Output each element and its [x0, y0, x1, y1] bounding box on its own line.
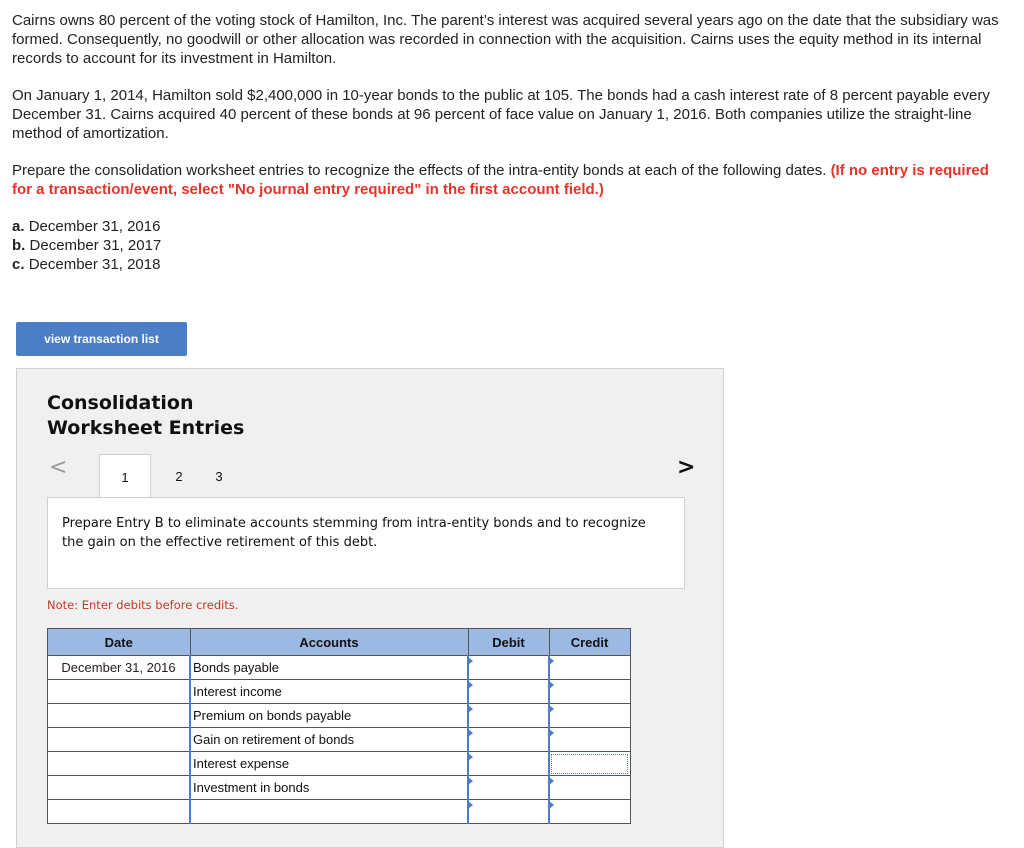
account-value: Investment in bonds	[193, 780, 310, 795]
table-row	[48, 800, 631, 824]
date-cell	[48, 728, 191, 752]
problem-paragraph-3	[12, 161, 1012, 199]
debit-input[interactable]	[468, 728, 549, 752]
column-header-credit: Credit	[549, 629, 630, 656]
dropdown-arrow-icon	[549, 801, 554, 809]
problem-paragraph-1: Cairns owns 80 percent of the voting stock of Hamilton, Inc. The parent’s interest was acquired several years ago on the date that the subsidiary was formed. Consequently, no goodwill or other allocation was recorded in connection with the acquisition. Cairns uses the equity method in its internal records to account for its investment in Hamilton.	[12, 12, 999, 67]
part-letter: b.	[12, 237, 26, 254]
debit-input[interactable]	[468, 752, 549, 776]
chevron-left-icon[interactable]: <	[49, 455, 68, 480]
panel-title-line-2: Worksheet Entries	[47, 417, 245, 439]
account-select[interactable]	[190, 752, 468, 776]
date-cell	[48, 800, 191, 824]
debit-input[interactable]	[468, 704, 549, 728]
date-cell	[48, 680, 191, 704]
date-cell	[48, 776, 191, 800]
column-header-date: Date	[48, 629, 191, 656]
problem-statement	[12, 11, 1012, 274]
credit-input[interactable]	[549, 656, 630, 680]
table-row	[48, 680, 631, 704]
part-b	[12, 236, 1012, 255]
account-select[interactable]	[190, 728, 468, 752]
account-value: Bonds payable	[193, 660, 280, 675]
credit-input[interactable]	[549, 704, 630, 728]
account-select[interactable]	[190, 656, 468, 680]
account-value: Interest expense	[193, 756, 290, 771]
credit-input[interactable]	[549, 752, 630, 776]
part-letter: a.	[12, 218, 25, 235]
debit-input[interactable]	[468, 776, 549, 800]
account-value: Gain on retirement of bonds	[193, 732, 355, 747]
dropdown-arrow-icon	[549, 657, 554, 665]
entry-tabs	[99, 454, 233, 498]
dropdown-arrow-icon	[549, 681, 554, 689]
account-select[interactable]	[190, 800, 468, 824]
dropdown-arrow-icon	[468, 753, 473, 761]
credit-input[interactable]	[549, 800, 630, 824]
table-row	[48, 656, 631, 680]
table-row	[48, 704, 631, 728]
dropdown-arrow-icon	[468, 657, 473, 665]
view-transaction-list-button[interactable]: view transaction list	[16, 322, 187, 356]
date-cell	[48, 704, 191, 728]
panel-title-line-1: Consolidation	[47, 392, 194, 414]
tab-entry-3[interactable]: 3	[215, 468, 223, 484]
debit-credit-note: Note: Enter debits before credits.	[47, 598, 239, 612]
debit-input[interactable]	[468, 800, 549, 824]
debit-input[interactable]	[468, 656, 549, 680]
date-cell	[48, 752, 191, 776]
account-value: Premium on bonds payable	[193, 708, 352, 723]
dropdown-arrow-icon	[468, 681, 473, 689]
table-row	[48, 728, 631, 752]
column-header-accounts: Accounts	[190, 629, 468, 656]
date-cell: December 31, 2016	[48, 656, 191, 680]
account-select[interactable]	[190, 704, 468, 728]
dropdown-arrow-icon	[549, 729, 554, 737]
chevron-right-icon[interactable]: >	[677, 455, 696, 480]
part-c	[12, 255, 1012, 274]
part-date: December 31, 2017	[29, 237, 162, 254]
dropdown-arrow-icon	[549, 705, 554, 713]
tab-entry-1[interactable]: 1	[99, 454, 151, 499]
dropdown-arrow-icon	[468, 777, 473, 785]
column-header-debit: Debit	[468, 629, 549, 656]
problem-paragraph-2: On January 1, 2014, Hamilton sold $2,400,000 in 10-year bonds to the public at 105. The bonds had a cash interest rate of 8 percent payable every December 31. Cairns acquired 40 percent of these bonds at 96 percent of face value on January 1, 2016. Both companies utilize the straight-line method of amortization.	[12, 87, 990, 142]
tab-entry-2[interactable]: 2	[175, 468, 183, 484]
entry-instruction: Prepare Entry B to eliminate accounts stemming from intra-entity bonds and to recognize the gain on the effective retirement of this debt.	[47, 497, 685, 589]
part-date: December 31, 2018	[28, 256, 161, 273]
credit-input[interactable]	[549, 728, 630, 752]
part-letter: c.	[12, 256, 25, 273]
warning-text: (If no entry is required for a transaction/event, select "No journal entry required" in the first account field.)	[12, 162, 989, 198]
debit-input[interactable]	[468, 680, 549, 704]
account-select[interactable]	[190, 680, 468, 704]
table-header-row	[48, 629, 631, 656]
dropdown-arrow-icon	[468, 801, 473, 809]
account-select[interactable]	[190, 776, 468, 800]
dropdown-arrow-icon	[468, 705, 473, 713]
table-row	[48, 776, 631, 800]
credit-input[interactable]	[549, 680, 630, 704]
table-row	[48, 752, 631, 776]
account-value: Interest income	[193, 684, 282, 699]
part-a	[12, 217, 1012, 236]
parts-list	[12, 217, 1012, 274]
part-date: December 31, 2016	[28, 218, 161, 235]
dropdown-arrow-icon	[549, 777, 554, 785]
worksheet-panel	[16, 368, 724, 848]
panel-title	[47, 391, 244, 441]
instructions-text: Prepare the consolidation worksheet entries to recognize the effects of the intra-entity bonds at each of the following dates.	[12, 162, 827, 179]
journal-entry-table	[47, 628, 631, 824]
credit-input[interactable]	[549, 776, 630, 800]
dropdown-arrow-icon	[468, 729, 473, 737]
